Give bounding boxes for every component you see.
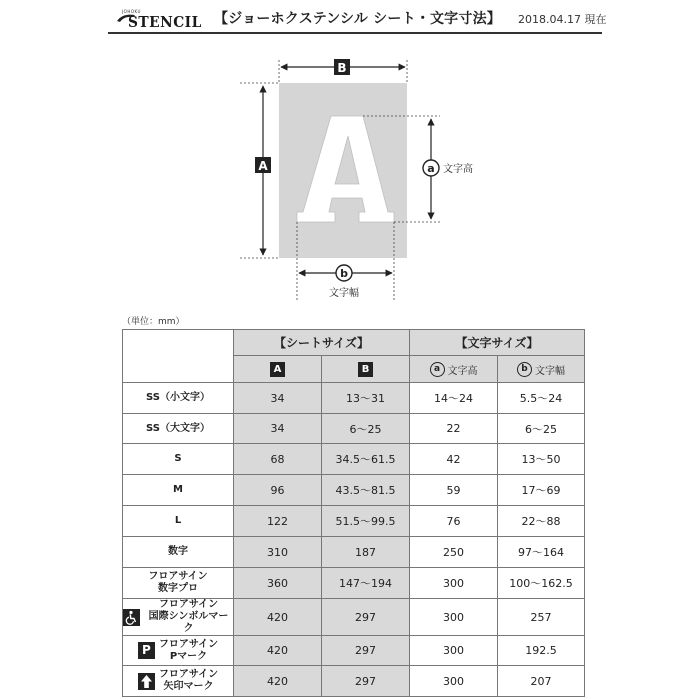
col-header-b: b 文字幅: [498, 356, 585, 383]
cell-B: 187: [322, 537, 410, 568]
row-label: 数字: [123, 537, 234, 568]
cell-A: 420: [234, 636, 322, 666]
row-label: S: [123, 444, 234, 475]
row-label-line2: 国際シンボルマーク: [148, 611, 229, 634]
logo-text: STENCIL: [128, 13, 202, 31]
table-row: [123, 636, 585, 666]
cell-b: 13～50: [498, 444, 585, 475]
col-header-a: a 文字高: [410, 356, 498, 383]
group-char-size: 【文字サイズ】: [410, 330, 585, 356]
cell-B: 13～31: [322, 383, 410, 414]
table-row: [123, 666, 585, 697]
cell-b: 5.5～24: [498, 383, 585, 414]
char-width-label: 文字幅: [329, 288, 359, 299]
size-table: [122, 329, 584, 690]
cell-a: 250: [410, 537, 498, 568]
cell-A: 96: [234, 475, 322, 506]
cell-B: 297: [322, 666, 410, 697]
cell-a: 76: [410, 506, 498, 537]
col-header-A: A: [234, 356, 322, 383]
cell-b: 6～25: [498, 414, 585, 444]
cell-A: 360: [234, 568, 322, 599]
table-row: [123, 537, 585, 568]
row-label-line2: 矢印マーク: [163, 681, 214, 692]
arrow-up-icon: [138, 673, 155, 690]
cell-A: 34: [234, 383, 322, 414]
logo-brand: JOHOKU: [122, 9, 141, 14]
page-title: 【ジョーホクステンシル シート・文字寸法】: [214, 11, 501, 27]
cell-B: 297: [322, 636, 410, 666]
table-row: [123, 444, 585, 475]
cell-A: 68: [234, 444, 322, 475]
row-label: [123, 666, 234, 697]
cell-b: 257: [498, 599, 585, 636]
parking-icon: P: [138, 642, 155, 659]
table-row: [123, 383, 585, 414]
cell-b: 22～88: [498, 506, 585, 537]
cell-A: 420: [234, 666, 322, 697]
row-label-line1: フロアサイン: [148, 571, 208, 582]
table-row: [123, 506, 585, 537]
char-width-badge: b: [340, 267, 348, 280]
cell-a: 14～24: [410, 383, 498, 414]
row-label: SS（小文字）: [123, 383, 234, 414]
cell-a: 300: [410, 636, 498, 666]
row-label: M: [123, 475, 234, 506]
cell-A: 310: [234, 537, 322, 568]
table-row: [123, 599, 585, 636]
cell-A: 122: [234, 506, 322, 537]
cell-b: 192.5: [498, 636, 585, 666]
cell-b: 17～69: [498, 475, 585, 506]
table-row: [123, 414, 585, 444]
row-label: L: [123, 506, 234, 537]
row-label-line1: フロアサイン: [158, 669, 219, 680]
dim-A-label: A: [258, 159, 268, 173]
table-row: [123, 568, 585, 599]
row-label-line1: フロアサイン: [158, 638, 219, 650]
cell-B: 43.5～81.5: [322, 475, 410, 506]
row-label: [123, 636, 234, 666]
dim-b-label: B: [337, 61, 347, 75]
cell-a: 22: [410, 414, 498, 444]
cell-B: 34.5～61.5: [322, 444, 410, 475]
table-corner: [123, 330, 234, 383]
row-label-line1: フロアサイン: [158, 599, 219, 610]
row-label: SS（大文字）: [123, 414, 234, 444]
cell-a: 42: [410, 444, 498, 475]
table-row: [123, 475, 585, 506]
stencil-sheet: [279, 83, 407, 258]
cell-B: 6～25: [322, 414, 410, 444]
cell-A: 34: [234, 414, 322, 444]
cell-B: 51.5～99.5: [322, 506, 410, 537]
group-sheet-size: 【シートサイズ】: [234, 330, 410, 356]
wheelchair-icon: [123, 609, 140, 626]
cell-a: 300: [410, 666, 498, 697]
char-height-label: 文字高: [443, 164, 473, 175]
cell-B: 147～194: [322, 568, 410, 599]
cell-b: 207: [498, 666, 585, 697]
cell-b: 97～164: [498, 537, 585, 568]
unit-label: （単位：mm）: [122, 317, 185, 327]
row-label: [123, 599, 234, 636]
cell-a: 59: [410, 475, 498, 506]
cell-B: 297: [322, 599, 410, 636]
cell-b: 100～162.5: [498, 568, 585, 599]
cell-a: 300: [410, 568, 498, 599]
cell-A: 420: [234, 599, 322, 636]
cell-a: 300: [410, 599, 498, 636]
row-label: [123, 568, 234, 599]
row-label-line2: 数字プロ: [158, 583, 198, 594]
header-date: 2018.04.17 現在: [518, 13, 607, 26]
row-label-line2: Pマーク: [169, 650, 208, 662]
col-header-B: B: [322, 356, 410, 383]
dimension-diagram: [0, 0, 700, 310]
char-height-badge: a: [427, 162, 435, 175]
